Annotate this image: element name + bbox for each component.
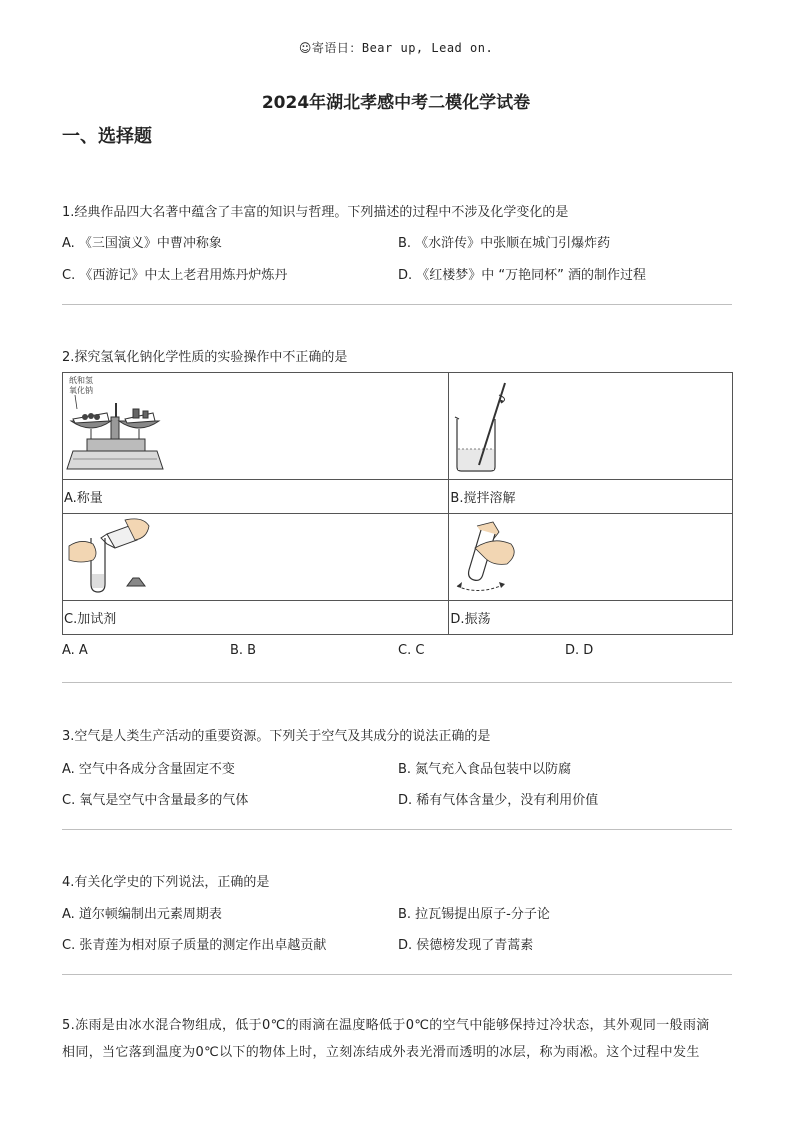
q2-option-a[interactable]: A. A	[62, 643, 88, 658]
q3-option-b[interactable]: B. 氮气充入食品包装中以防腐	[398, 762, 572, 777]
q3-stem: 3.空气是人类生产活动的重要资源。下列关于空气及其成分的说法正确的是	[62, 729, 491, 744]
motto-prefix: ☺寄语日：	[298, 41, 362, 55]
cell-b-label: B.搅拌溶解	[449, 480, 733, 514]
section-heading: 一、选择题	[62, 126, 152, 147]
add-reagent-icon	[63, 514, 163, 600]
q3-option-d[interactable]: D. 稀有气体含量少，没有利用价值	[398, 793, 599, 808]
q1-option-c[interactable]: C. 《西游记》中太上老君用炼丹炉炼丹	[62, 268, 288, 283]
q4-option-c[interactable]: C. 张青莲为相对原子质量的测定作出卓越贡献	[62, 938, 327, 953]
q2-stem: 2.探究氢氧化钠化学性质的实验操作中不正确的是	[62, 350, 348, 365]
motto-line	[0, 39, 792, 56]
motto-text: Bear up, Lead on.	[361, 41, 494, 55]
q4-option-d[interactable]: D. 侯德榜发现了青蒿素	[398, 938, 534, 953]
shake-tube-icon	[449, 514, 529, 600]
q3-option-c[interactable]: C. 氧气是空气中含量最多的气体	[62, 793, 249, 808]
divider	[62, 974, 732, 975]
q5-stem	[62, 1012, 734, 1066]
q4-option-b[interactable]: B. 拉瓦锡提出原子-分子论	[398, 907, 550, 922]
balance-scale-icon	[63, 373, 173, 479]
cell-c-image	[63, 514, 449, 601]
img-a-caption-line2: 氧化钠	[69, 386, 93, 395]
cell-d-label: D.振荡	[449, 601, 733, 635]
q2-option-c[interactable]: C. C	[398, 643, 425, 658]
q1-option-d[interactable]: D. 《红楼梦》中 “万艳同杯” 酒的制作过程	[398, 268, 647, 283]
cell-d-image	[449, 514, 733, 601]
cell-b-image	[449, 373, 733, 480]
q1-option-b[interactable]: B. 《水浒传》中张顺在城门引爆炸药	[398, 236, 611, 251]
cell-a-image	[63, 373, 449, 480]
q3-option-a[interactable]: A. 空气中各成分含量固定不变	[62, 762, 235, 777]
q2-figure-table	[62, 372, 733, 635]
q2-option-d[interactable]: D. D	[565, 643, 594, 658]
divider	[62, 682, 732, 683]
divider	[62, 829, 732, 830]
q5-line-2: 相同，当它落到温度为0℃以下的物体上时，立刻冻结成外表光滑而透明的冰层，称为雨凇。这个过程中发生	[62, 1045, 700, 1060]
q1-stem: 1.经典作品四大名著中蕴含了丰富的知识与哲理。下列描述的过程中不涉及化学变化的是	[62, 205, 569, 220]
q4-option-a[interactable]: A. 道尔顿编制出元素周期表	[62, 907, 222, 922]
cell-c-label: C.加试剂	[63, 601, 449, 635]
q1-option-a[interactable]: A. 《三国演义》中曹冲称象	[62, 236, 222, 251]
img-a-caption-line1: 纸和氢	[69, 376, 93, 385]
q2-option-b[interactable]: B. B	[230, 643, 257, 658]
divider	[62, 304, 732, 305]
q5-line-1: 5.冻雨是由冰水混合物组成，低于0℃的雨滴在温度略低于0℃的空气中能够保持过冷状态，其外观同一般雨滴	[62, 1018, 710, 1033]
beaker-stir-icon	[449, 373, 529, 479]
q4-stem: 4.有关化学史的下列说法，正确的是	[62, 875, 270, 890]
cell-a-label: A.称量	[63, 480, 449, 514]
exam-title: 2024年湖北孝感中考二模化学试卷	[261, 93, 531, 113]
